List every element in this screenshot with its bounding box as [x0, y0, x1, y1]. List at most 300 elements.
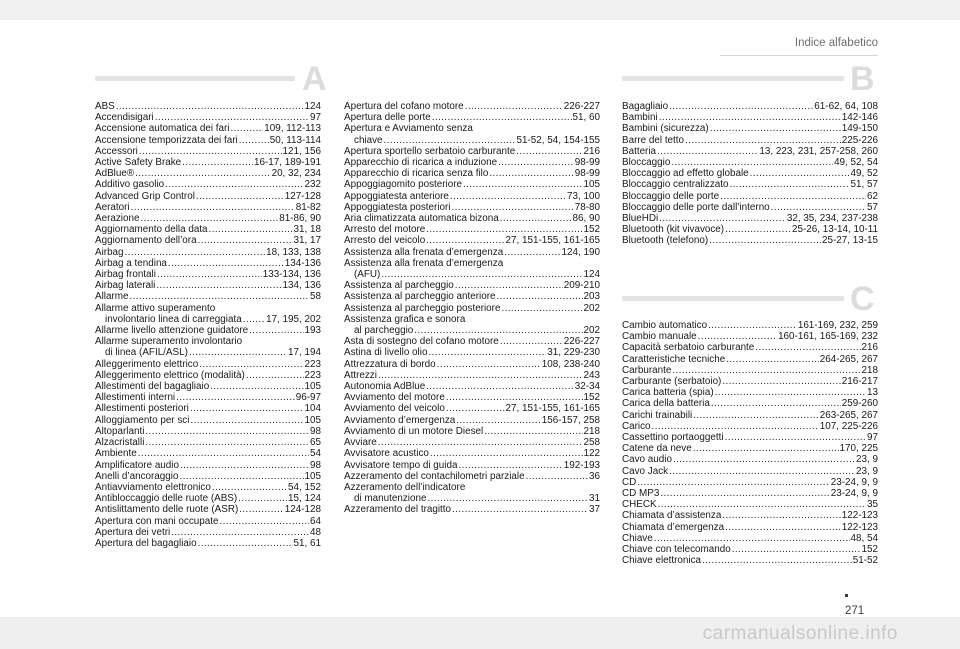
dot-leader: [660, 488, 829, 499]
dot-leader: [450, 191, 566, 202]
entry-pages: 121, 156: [282, 145, 321, 157]
dot-leader: [659, 213, 786, 224]
dot-leader: [189, 347, 287, 358]
entry-term: Bambini (sicurezza): [622, 123, 709, 135]
entry-pages: 31, 229-230: [547, 347, 600, 359]
entry-pages: 48: [310, 526, 321, 538]
entry-term: Antiavviamento elettronico: [95, 481, 211, 493]
index-entry: [344, 415, 600, 426]
dot-leader: [198, 538, 293, 549]
dot-leader: [725, 224, 791, 235]
index-entry: [95, 112, 321, 123]
index-entry: [622, 320, 878, 331]
index-entry: [344, 448, 600, 459]
dot-leader: [381, 269, 582, 280]
dot-leader: [685, 135, 841, 146]
dot-leader: [452, 202, 574, 213]
entry-pages: 62: [867, 190, 878, 202]
entry-pages: 50, 113-114: [269, 134, 321, 146]
entry-term: Carica della batteria: [622, 398, 710, 410]
dot-leader: [654, 533, 850, 544]
entry-pages: 13: [867, 387, 878, 399]
entry-pages: 81-86, 90: [279, 213, 321, 225]
entry-term: Carica batteria (spia): [622, 387, 714, 399]
index-entry: [622, 168, 878, 179]
entry-term: Allestimenti del bagagliaio: [95, 381, 210, 393]
entry-term: Arresto del veicolo: [344, 235, 426, 247]
entry-pages: 49, 52: [850, 168, 878, 180]
dot-leader: [140, 213, 278, 224]
entry-term: Arresto del motore: [344, 224, 426, 236]
index-entry: [95, 235, 321, 246]
entry-term: Accensione automatica dei fari: [95, 123, 230, 135]
entry-term: Accensione temporizzata dei fari: [95, 134, 238, 146]
entry-term: Airbag laterali: [95, 280, 156, 292]
dot-leader: [458, 460, 562, 471]
section-letter: A: [302, 60, 327, 98]
index-entry: [95, 527, 321, 538]
dot-leader: [722, 510, 840, 521]
entry-term: chiave: [354, 134, 383, 146]
index-entry: [622, 533, 878, 544]
entry-pages: 203: [583, 291, 600, 303]
index-entry: [344, 426, 600, 437]
entry-pages: 51, 60: [572, 112, 600, 124]
entry-term: involontario linea di carreggiata: [105, 313, 242, 325]
entry-term: Chiamata d’assistenza: [622, 510, 722, 522]
entry-term: Apertura dei vetri: [95, 526, 171, 538]
entry-term: Astina di livello olio: [344, 347, 428, 359]
dot-leader: [463, 179, 582, 190]
entry-pages: 134-136: [284, 257, 321, 269]
entry-pages: 97: [310, 112, 321, 124]
entry-pages: 226-227: [563, 336, 600, 348]
index-entry: [95, 403, 321, 414]
index-entry: [622, 466, 878, 477]
dot-leader: [432, 112, 572, 123]
entry-term: Aggiornamento della data: [95, 224, 208, 236]
dot-leader: [125, 247, 266, 258]
index-entry: [344, 247, 600, 258]
dot-leader: [384, 135, 516, 146]
entry-term: Aeratori: [95, 201, 130, 213]
entry-term: Avvisatore tempo di guida: [344, 459, 458, 471]
entry-term: Bluetooth (kit vivavoce): [622, 224, 725, 236]
entry-pages: 218: [861, 364, 878, 376]
entry-pages: 202: [583, 325, 600, 337]
entry-pages: 54, 152: [288, 481, 321, 493]
dot-leader: [452, 504, 588, 515]
entry-term: Alzacristalli: [95, 437, 145, 449]
entry-term: Carichi trainabili: [622, 409, 693, 421]
dot-leader: [179, 471, 303, 482]
index-entry: [95, 504, 321, 515]
index-entry: [344, 437, 600, 448]
top-bar: [0, 0, 960, 28]
entry-pages: 73, 100: [567, 190, 600, 202]
dot-leader: [165, 179, 303, 190]
entry-pages: 31, 18: [293, 224, 321, 236]
index-entry: [344, 392, 600, 403]
section-bar: [95, 76, 295, 81]
entry-term: Assistenza al parcheggio: [344, 280, 454, 292]
index-entry: [622, 235, 878, 246]
entry-pages: 134, 136: [282, 280, 321, 292]
entry-term: Avviamento del veicolo: [344, 403, 445, 415]
entry-pages: 23, 9: [856, 465, 878, 477]
entry-term: Asta di sostegno del cofano motore: [344, 336, 499, 348]
entry-pages: 216-217: [841, 376, 878, 388]
index-entry: [344, 258, 600, 269]
entry-term: Active Safety Brake: [95, 157, 182, 169]
index-entry: [344, 280, 600, 291]
entry-pages: 122-123: [841, 521, 878, 533]
entry-pages: 98: [310, 459, 321, 471]
dot-leader: [426, 224, 582, 235]
entry-pages: 104: [304, 403, 321, 415]
dot-leader: [693, 443, 839, 454]
entry-term: Bluetooth (telefono): [622, 235, 709, 247]
index-entry: [95, 415, 321, 426]
dot-leader: [489, 168, 573, 179]
index-entry: [622, 432, 878, 443]
dot-leader: [199, 359, 303, 370]
entry-term: Caratteristiche tecniche: [622, 353, 726, 365]
watermark-text: carmanualsonline.info: [702, 623, 898, 644]
dot-leader: [465, 101, 563, 112]
dot-leader: [456, 415, 541, 426]
entry-term: Alleggerimento elettrico (modalità): [95, 369, 245, 381]
entry-term: BlueHDi: [622, 213, 659, 225]
entry-term: Aggiornamento dell’ora: [95, 235, 197, 247]
entry-term: Cassettino portaoggetti: [622, 432, 724, 444]
entry-pages: 27, 151-155, 161-165: [505, 403, 600, 415]
index-entry: [344, 493, 600, 504]
entry-pages: 37: [589, 504, 600, 516]
index-entry: [344, 403, 600, 414]
entry-pages: 258: [583, 437, 600, 449]
index-column-c: [622, 320, 878, 566]
entry-pages: 35: [867, 499, 878, 511]
dot-leader: [708, 320, 797, 331]
index-entry: [95, 347, 321, 358]
index-entry: [622, 365, 878, 376]
entry-pages: 57: [867, 201, 878, 213]
index-column-b: [622, 101, 878, 247]
dot-leader: [671, 157, 833, 168]
index-entry: [95, 336, 321, 347]
index-entry: [344, 336, 600, 347]
entry-term: Azzeramento del tragitto: [344, 504, 452, 516]
dot-leader: [156, 280, 281, 291]
entry-pages: 202: [583, 302, 600, 314]
dot-leader: [658, 499, 866, 510]
entry-term: Assistenza alla frenata d’emergenza: [344, 246, 504, 258]
index-entry: [344, 269, 600, 280]
dot-leader: [212, 482, 287, 493]
entry-pages: 51-52, 54, 154-155: [516, 134, 600, 146]
section-letter: C: [850, 280, 875, 318]
dot-leader: [145, 426, 309, 437]
index-entry: [344, 202, 600, 213]
entry-pages: 61-62, 64, 108: [814, 101, 878, 112]
index-entry: [95, 392, 321, 403]
page-marker: [845, 594, 848, 597]
index-entry: [95, 325, 321, 336]
entry-pages: 96-97: [295, 392, 321, 404]
entry-term: Allarme: [95, 291, 129, 303]
section-bar: [622, 76, 844, 81]
index-entry: [622, 179, 878, 190]
dot-leader: [182, 157, 253, 168]
entry-term: Azzeramento del contachilometri parziale: [344, 470, 525, 482]
entry-term: Altoparlanti: [95, 425, 145, 437]
dot-leader: [725, 432, 866, 443]
entry-term: Airbag: [95, 246, 124, 258]
entry-term: Chiave: [622, 532, 653, 544]
entry-pages: 81-82: [295, 201, 321, 213]
dot-leader: [209, 224, 293, 235]
entry-term: Additivo gasolio: [95, 179, 165, 191]
index-entry: [95, 213, 321, 224]
entry-pages: 64: [310, 515, 321, 527]
entry-pages: 32-34: [574, 381, 600, 393]
index-entry: [344, 213, 600, 224]
index-entry: [344, 157, 600, 168]
entry-term: Bagagliaio: [622, 101, 669, 112]
entry-pages: 31, 17: [293, 235, 321, 247]
dot-leader: [239, 504, 283, 515]
section-letter: B: [850, 60, 875, 98]
entry-pages: 17, 194: [288, 347, 321, 359]
entry-pages: 25-26, 13-14, 10-11: [791, 224, 878, 236]
dot-leader: [669, 466, 855, 477]
entry-pages: 27, 151-155, 161-165: [505, 235, 600, 247]
entry-term: di linea (AFIL/ASL): [105, 347, 188, 359]
dot-leader: [702, 555, 852, 566]
entry-term: Autonomia AdBlue: [344, 381, 426, 393]
dot-leader: [246, 370, 304, 381]
entry-pages: 170, 225: [839, 443, 878, 455]
dot-leader: [210, 381, 303, 392]
entry-term: Bloccaggio centralizzato: [622, 179, 729, 191]
dot-leader: [652, 421, 819, 432]
entry-term: Assistenza al parcheggio anteriore: [344, 291, 496, 303]
entry-term: Advanced Grip Control: [95, 190, 195, 202]
dot-leader: [198, 235, 293, 246]
index-entry: [344, 460, 600, 471]
index-entry: [95, 359, 321, 370]
dot-leader: [771, 202, 866, 213]
index-entry: [95, 101, 321, 112]
dot-leader: [755, 342, 860, 353]
dot-leader: [637, 477, 830, 488]
entry-term: Allestimenti interni: [95, 392, 176, 404]
dot-leader: [669, 101, 813, 112]
entry-pages: 15, 124: [288, 493, 321, 505]
index-entry: [622, 555, 878, 566]
index-entry: [622, 510, 878, 521]
entry-term: Bloccaggio ad effetto globale: [622, 168, 749, 180]
dot-leader: [672, 365, 860, 376]
index-entry: [622, 376, 878, 387]
index-entry: [95, 247, 321, 258]
dot-leader: [249, 325, 303, 336]
index-entry: [344, 471, 600, 482]
entry-term: Alloggiamento per sci: [95, 414, 190, 426]
entry-pages: 124: [304, 101, 321, 112]
entry-pages: 122: [583, 448, 600, 460]
entry-pages: 105: [583, 179, 600, 191]
entry-term: Apertura e Avviamento senza: [344, 123, 473, 135]
entry-term: Allestimenti posteriori: [95, 403, 189, 415]
index-entry: [622, 522, 878, 533]
dot-leader: [446, 403, 505, 414]
entry-pages: 16-17, 189-191: [254, 157, 321, 169]
dot-leader: [239, 135, 269, 146]
entry-pages: 192-193: [563, 459, 600, 471]
dot-leader: [715, 387, 866, 398]
entry-term: (AFU): [354, 269, 381, 281]
entry-pages: 152: [583, 224, 600, 236]
dot-leader: [238, 493, 287, 504]
entry-term: Appoggiagomito posteriore: [344, 179, 463, 191]
dot-leader: [455, 280, 563, 291]
dot-leader: [180, 460, 309, 471]
entry-pages: 13, 223, 231, 257-258, 260: [759, 145, 878, 157]
dot-leader: [673, 454, 855, 465]
entry-pages: 142-146: [841, 112, 878, 124]
entry-pages: 97: [867, 432, 878, 444]
index-entry: [95, 314, 321, 325]
dot-leader: [230, 123, 263, 134]
index-entry: [622, 213, 878, 224]
index-entry: [95, 258, 321, 269]
index-entry: [344, 146, 600, 157]
index-entry: [622, 135, 878, 146]
dot-leader: [657, 146, 758, 157]
index-entry: [95, 135, 321, 146]
entry-term: Avviamento del motore: [344, 392, 445, 404]
dot-leader: [176, 392, 295, 403]
entry-pages: 98-99: [574, 157, 600, 169]
index-entry: [95, 370, 321, 381]
index-entry: [95, 448, 321, 459]
dot-leader: [378, 370, 583, 381]
entry-term: Allarme superamento involontario: [95, 336, 243, 348]
entry-term: Appoggiatesta posteriori: [344, 201, 451, 213]
entry-pages: 127-128: [284, 190, 321, 202]
dot-leader: [720, 191, 866, 202]
entry-term: Alleggerimento elettrico: [95, 358, 199, 370]
dot-leader: [730, 179, 850, 190]
entry-term: Azzeramento dell’indicatore: [344, 481, 466, 493]
index-entry: [95, 482, 321, 493]
index-entry: [344, 123, 600, 134]
dot-leader: [138, 448, 309, 459]
index-entry: [344, 135, 600, 146]
index-entry: [95, 493, 321, 504]
entry-term: Bloccaggio: [622, 157, 671, 169]
entry-pages: 216: [583, 145, 600, 157]
dot-leader: [500, 336, 563, 347]
index-entry: [622, 101, 878, 112]
entry-pages: 232: [304, 179, 321, 191]
dot-leader: [693, 410, 819, 421]
entry-pages: 161-169, 232, 259: [797, 320, 878, 331]
entry-term: Anelli d’ancoraggio: [95, 470, 179, 482]
dot-leader: [135, 168, 270, 179]
dot-leader: [427, 493, 588, 504]
index-entry: [622, 342, 878, 353]
entry-term: AdBlue®: [95, 168, 135, 180]
dot-leader: [516, 146, 582, 157]
index-entry: [95, 157, 321, 168]
entry-pages: 78-80: [574, 201, 600, 213]
entry-term: Accessori: [95, 145, 138, 157]
index-entry: [95, 538, 321, 549]
index-entry: [95, 168, 321, 179]
top-band: [0, 0, 960, 20]
dot-leader: [726, 354, 819, 365]
dot-leader: [378, 437, 583, 448]
index-entry: [344, 303, 600, 314]
entry-pages: 49, 52, 54: [834, 157, 878, 169]
entry-pages: 36: [589, 470, 600, 482]
entry-term: Avviare: [344, 437, 377, 449]
dot-leader: [709, 235, 821, 246]
entry-term: Attrezzi: [344, 369, 377, 381]
dot-leader: [414, 325, 582, 336]
entry-pages: 124, 190: [561, 246, 600, 258]
index-entry: [344, 191, 600, 202]
entry-pages: 25-27, 13-15: [821, 235, 878, 247]
index-entry: [622, 157, 878, 168]
index-entry: [95, 280, 321, 291]
entry-pages: 23-24, 9, 9: [830, 488, 878, 500]
entry-term: Carico: [622, 420, 651, 432]
dot-leader: [446, 392, 583, 403]
dot-leader: [526, 471, 588, 482]
index-column-a: [95, 101, 321, 549]
index-entry: [344, 381, 600, 392]
entry-term: ABS: [95, 101, 115, 112]
dot-leader: [171, 527, 309, 538]
entry-term: Chiamata d’emergenza: [622, 521, 725, 533]
entry-term: Chiave con telecomando: [622, 544, 731, 556]
dot-leader: [131, 202, 295, 213]
entry-term: Cambio manuale: [622, 331, 697, 343]
entry-pages: 51, 57: [850, 179, 878, 191]
entry-pages: 193: [304, 325, 321, 337]
entry-pages: 152: [583, 392, 600, 404]
index-entry: [622, 112, 878, 123]
entry-term: Amplificatore audio: [95, 459, 179, 471]
entry-pages: 107, 225-226: [819, 420, 878, 432]
dot-leader: [484, 426, 582, 437]
dot-leader: [710, 123, 841, 134]
dot-leader: [501, 303, 582, 314]
entry-pages: 243: [583, 369, 600, 381]
entry-term: Apertura del bagagliaio: [95, 537, 197, 549]
entry-pages: 124-128: [284, 504, 321, 516]
entry-term: Attrezzatura di bordo: [344, 358, 436, 370]
entry-pages: 109, 112-113: [264, 123, 321, 135]
index-entry: [95, 291, 321, 302]
index-entry: [622, 331, 878, 342]
entry-pages: 18, 133, 138: [266, 246, 321, 258]
index-entry: [344, 224, 600, 235]
